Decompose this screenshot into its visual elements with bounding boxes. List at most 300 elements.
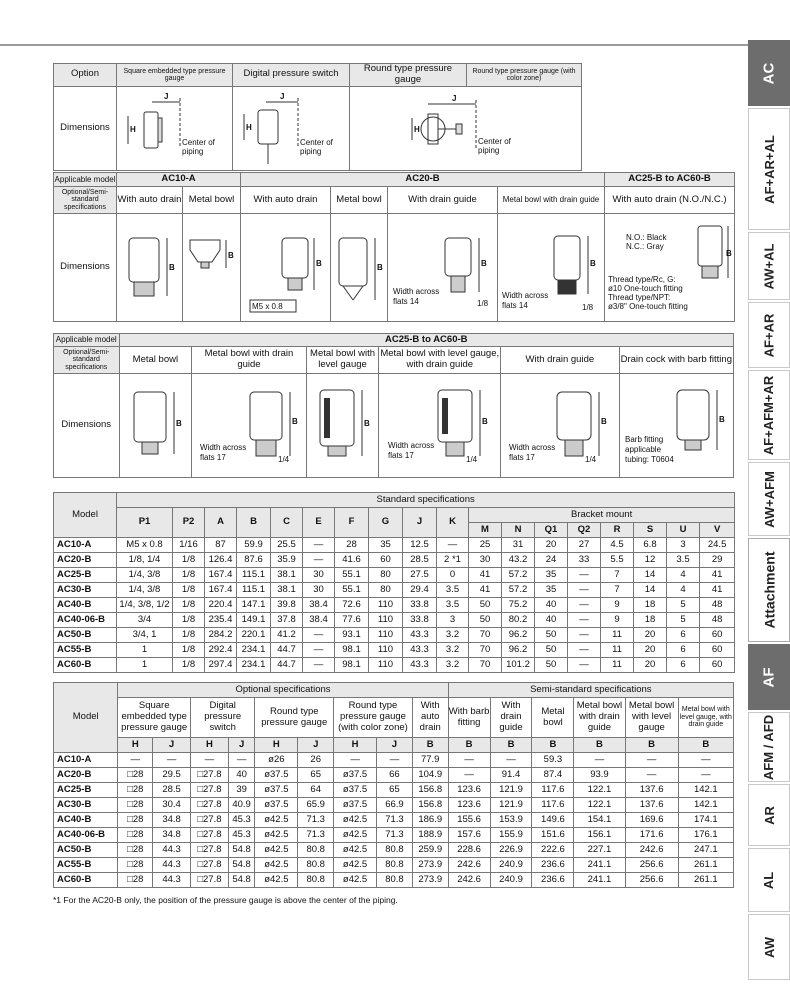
std-cell: 55.1 — [335, 583, 369, 598]
opt-cell: 242.6 — [448, 858, 490, 873]
std-cell: 50 — [535, 628, 568, 643]
std-cell: 101.2 — [502, 658, 535, 673]
std-cell: 149.1 — [237, 613, 271, 628]
opt-cell: ø42.5 — [255, 843, 298, 858]
bracket-col-r: R — [601, 523, 634, 538]
std-cell: 48 — [700, 598, 735, 613]
opt-cell: ø37.5 — [255, 783, 298, 798]
opt-cell: 154.1 — [574, 813, 625, 828]
square-center-label-1: Center of — [181, 138, 215, 148]
opt-row — [54, 828, 734, 843]
opt-cell: 242.6 — [448, 873, 490, 888]
opt-cell: 123.6 — [448, 783, 490, 798]
std-cell: 70 — [469, 628, 502, 643]
std-cell: 1/8 — [173, 553, 205, 568]
col2-metal-bowl-drain-guide: Metal bowl with drain guide — [192, 347, 306, 374]
std-row — [54, 643, 735, 658]
opt-cell: 80.8 — [377, 843, 413, 858]
opt-cell: — — [118, 753, 153, 768]
ac20-metal-bowl-drawing — [331, 214, 388, 322]
opt-sub-header: B — [490, 738, 532, 753]
std-cell: — — [568, 658, 601, 673]
std-cell: 41.6 — [335, 553, 369, 568]
std-cell: 1 — [117, 658, 173, 673]
ac10-auto-drain-drawing — [117, 214, 183, 322]
side-tab-af-ar[interactable]: AF+AR — [748, 302, 790, 368]
std-row-model: AC50-B — [54, 628, 117, 643]
std-cell: 3.5 — [437, 598, 469, 613]
bracket-col-u: U — [667, 523, 700, 538]
std-cell: 1/4, 3/8 — [117, 568, 173, 583]
opt-cell: □28 — [118, 873, 153, 888]
mbdg-quarter-label: 1/4 — [277, 454, 290, 464]
ac20-dg-eighth-label: 1/8 — [476, 298, 488, 308]
opt-cell: 54.8 — [228, 858, 255, 873]
opt-sub-header: H — [334, 738, 377, 753]
opt-cell: — — [678, 753, 733, 768]
opt-sub-header: B — [412, 738, 448, 753]
semi-group-metal-bowl-drain: Metal bowl with drain guide — [574, 698, 625, 738]
std-cell: 11 — [601, 658, 634, 673]
std-cell: 3 — [667, 538, 700, 553]
std-col-k: K — [437, 508, 469, 538]
opt-cell: 104.9 — [412, 768, 448, 783]
opt-cell: — — [153, 753, 191, 768]
dimensions-label-2: Dimensions — [54, 374, 120, 478]
opt-cell: 174.1 — [678, 813, 733, 828]
opt-cell: 64 — [298, 783, 334, 798]
opt-cell: 259.9 — [412, 843, 448, 858]
std-row — [54, 568, 735, 583]
std-col-f: F — [335, 508, 369, 538]
side-tab-af[interactable]: AF — [748, 644, 790, 710]
std-cell: 3.2 — [437, 643, 469, 658]
std-cell: 3/4 — [117, 613, 173, 628]
opt-sub-header: J — [298, 738, 334, 753]
std-cell: — — [568, 568, 601, 583]
no-black-label: N.O.: Black — [625, 232, 666, 242]
std-cell: 41 — [700, 583, 735, 598]
std-cell: 27 — [568, 538, 601, 553]
opt-cell: 142.1 — [678, 798, 733, 813]
opt-cell: 261.1 — [678, 858, 733, 873]
std-cell: 234.1 — [237, 658, 271, 673]
opt-cell: □28 — [118, 858, 153, 873]
ac20-mdg-b-label: B — [590, 258, 596, 268]
opt-cell: 45.3 — [228, 828, 255, 843]
opt-cell: ø26 — [255, 753, 298, 768]
opt-cell: 228.6 — [448, 843, 490, 858]
side-tab-aw-al[interactable]: AW+AL — [748, 232, 790, 300]
std-cell: 44.7 — [271, 658, 303, 673]
thread-fitting-38-label: ø3/8" One-touch fitting — [607, 301, 688, 311]
std-row-model: AC55-B — [54, 643, 117, 658]
std-cell: 29.4 — [403, 583, 437, 598]
std-row-model: AC30-B — [54, 583, 117, 598]
opt-cell: 156.8 — [412, 798, 448, 813]
std-cell: 35.9 — [271, 553, 303, 568]
std-cell: 30 — [303, 583, 335, 598]
opt-model-header: Model — [54, 683, 118, 753]
std-row — [54, 538, 735, 553]
opt-cell: 54.8 — [228, 843, 255, 858]
std-row-model: AC40-B — [54, 598, 117, 613]
std-cell: 33.8 — [403, 598, 437, 613]
std-cell: — — [568, 613, 601, 628]
ac20-dg-b-label: B — [480, 258, 487, 268]
round-center-label-1: Center of — [477, 137, 511, 147]
ac20-mb-b-label: B — [377, 262, 383, 272]
option-dimension-table — [53, 63, 582, 171]
opt-cell: 236.6 — [532, 858, 574, 873]
opt-cell: 122.1 — [574, 783, 625, 798]
side-tab-afm-afd[interactable]: AFM / AFD — [748, 712, 790, 782]
opt-cell: 122.1 — [574, 798, 625, 813]
barb-b-label: B — [719, 414, 726, 424]
std-cell: 39.8 — [271, 598, 303, 613]
opt-cell: 242.6 — [625, 843, 678, 858]
metal-bowl-level-drawing — [306, 374, 379, 478]
digital-j-label: J — [280, 92, 285, 102]
std-cell: 1/16 — [173, 538, 205, 553]
opt-cell: 169.6 — [625, 813, 678, 828]
std-cell: — — [303, 628, 335, 643]
digital-center-label-1: Center of — [300, 138, 333, 148]
std-cell: 50 — [535, 658, 568, 673]
option-col-round-gauge: Round type pressure gauge — [350, 64, 467, 87]
opt-cell: □27.8 — [190, 813, 228, 828]
model-ac10-a: AC10-A — [117, 173, 241, 187]
std-cell: 24 — [535, 553, 568, 568]
opt-cell: 45.3 — [228, 813, 255, 828]
footnote: *1 For the AC20-B only, the position of the pressure gauge is above the center of the piping. — [53, 895, 398, 905]
std-cell: 41 — [469, 568, 502, 583]
model-table-2 — [53, 333, 734, 478]
std-row — [54, 583, 735, 598]
std-cell: 11 — [601, 628, 634, 643]
semi-group-metal-bowl: Metal bowl — [532, 698, 574, 738]
opt-cell: ø42.5 — [334, 813, 377, 828]
opt-cell: ø42.5 — [334, 828, 377, 843]
col-drain-guide: With drain guide — [388, 187, 498, 214]
std-cell: 1/4, 3/8 — [117, 583, 173, 598]
std-cell: 3.2 — [437, 628, 469, 643]
std-cell: 72.6 — [335, 598, 369, 613]
side-tab-aw-afm[interactable]: AW+AFM — [748, 462, 790, 536]
std-cell: 80 — [369, 583, 403, 598]
std-cell: 20 — [634, 628, 667, 643]
side-tab-aw[interactable]: AW — [748, 914, 790, 980]
std-cell: 9 — [601, 598, 634, 613]
std-cell: 14 — [634, 568, 667, 583]
opt-sub-header: J — [228, 738, 255, 753]
square-center-label-2: piping — [181, 147, 203, 157]
opt-cell: 222.6 — [532, 843, 574, 858]
standard-spec-body — [54, 538, 735, 673]
opt-cell: □28 — [118, 768, 153, 783]
std-cell: 43.3 — [403, 658, 437, 673]
std-row — [54, 598, 735, 613]
opt-cell: — — [228, 753, 255, 768]
std-cell: 110 — [369, 613, 403, 628]
opt-cell: 156.1 — [574, 828, 625, 843]
side-tab-ac[interactable]: AC — [748, 40, 790, 106]
barb-label-1: Barb fitting — [625, 434, 664, 444]
std-cell: 60 — [700, 643, 735, 658]
opt-cell: □27.8 — [190, 798, 228, 813]
opt-row-model: AC30-B — [54, 798, 118, 813]
std-cell: 35 — [369, 538, 403, 553]
opt-cell: — — [190, 753, 228, 768]
opt-cell: 227.1 — [574, 843, 625, 858]
opt-sub-header: B — [448, 738, 490, 753]
opt-cell: 121.9 — [490, 783, 532, 798]
std-cell: 28 — [335, 538, 369, 553]
std-row-model: AC25-B — [54, 568, 117, 583]
opt-cell: 137.6 — [625, 783, 678, 798]
std-cell: — — [568, 598, 601, 613]
std-cell: 3.5 — [437, 583, 469, 598]
std-cell: 77.6 — [335, 613, 369, 628]
col2-drain-guide: With drain guide — [501, 347, 620, 374]
std-cell: 3.2 — [437, 658, 469, 673]
opt-cell: 44.3 — [153, 843, 191, 858]
opt-cell: 261.1 — [678, 873, 733, 888]
opt-cell: ø42.5 — [255, 873, 298, 888]
thread-fitting-10-label: ø10 One-touch fitting — [607, 283, 683, 293]
std-cell: — — [303, 538, 335, 553]
opt-cell: — — [574, 753, 625, 768]
opt-row-model: AC60-B — [54, 873, 118, 888]
opt-cell: □27.8 — [190, 828, 228, 843]
ac10-metal-bowl-drawing — [183, 214, 241, 322]
opt-cell: 80.8 — [298, 858, 334, 873]
std-cell: 115.1 — [237, 568, 271, 583]
mbld-width-label: Width across — [387, 440, 434, 450]
std-cell: 3.5 — [667, 553, 700, 568]
std-cell: 80 — [369, 568, 403, 583]
col2-drain-cock-barb: Drain cock with barb fitting — [619, 347, 733, 374]
std-cell: 59.9 — [237, 538, 271, 553]
metal-bowl-level-drain-drawing — [379, 374, 501, 478]
std-cell: 60 — [369, 553, 403, 568]
opt-cell: ø42.5 — [255, 858, 298, 873]
opt-sub-header: B — [678, 738, 733, 753]
std-cell: 50 — [469, 613, 502, 628]
opt-row — [54, 798, 734, 813]
optional-spec-table — [53, 682, 734, 888]
std-cell: 75.2 — [502, 598, 535, 613]
metal-bowl-drawing — [119, 374, 192, 478]
bracket-col-v: V — [700, 523, 735, 538]
mb-b-label: B — [176, 418, 183, 428]
opt-cell: — — [334, 753, 377, 768]
std-cell: 55.1 — [335, 568, 369, 583]
side-tab-af-afm-ar[interactable]: AF+AFM+AR — [748, 370, 790, 460]
std-cell: 1/8 — [173, 613, 205, 628]
opt-group-round-gauge-color: Round type pressure gauge (with color zone) — [334, 698, 413, 738]
std-cell: 3 — [437, 613, 469, 628]
std-cell: 98.1 — [335, 658, 369, 673]
std-cell: 167.4 — [205, 583, 237, 598]
std-cell: 25 — [469, 538, 502, 553]
std-cell: 50 — [469, 598, 502, 613]
opt-cell: 34.8 — [153, 828, 191, 843]
square-gauge-drawing — [117, 86, 233, 170]
dimensions-label-1: Dimensions — [54, 214, 117, 322]
side-tab-strip — [748, 40, 790, 1000]
opt-row-model: AC50-B — [54, 843, 118, 858]
opt-cell: □27.8 — [190, 843, 228, 858]
std-col-b: B — [237, 508, 271, 538]
ac25-auto-drain-nonc-drawing — [605, 214, 735, 322]
semi-group-metal-bowl-level-drain: Metal bowl with level gauge, with drain guide — [678, 698, 733, 738]
std-cell: 57.2 — [502, 568, 535, 583]
opt-cell: 44.3 — [153, 858, 191, 873]
side-tab-af-ar-al[interactable]: AF+AR+AL — [748, 108, 790, 230]
opt-cell: ø37.5 — [255, 798, 298, 813]
opt-cell: □27.8 — [190, 783, 228, 798]
std-cell: 41 — [700, 568, 735, 583]
std-cell: 60 — [700, 628, 735, 643]
opt-group-auto-drain: With auto drain — [412, 698, 448, 738]
opt-cell: 121.9 — [490, 798, 532, 813]
std-cell: 80.2 — [502, 613, 535, 628]
std-cell: 57.2 — [502, 583, 535, 598]
std-cell: 98.1 — [335, 643, 369, 658]
barb-label-2: applicable — [625, 444, 662, 454]
mbld-quarter-label: 1/4 — [465, 454, 477, 464]
mbl-b-label: B — [363, 418, 370, 428]
option-col-round-gauge-color: Round type pressure gauge (with color zone) — [467, 64, 582, 87]
side-tab-al[interactable]: AL — [748, 848, 790, 912]
std-cell: 40 — [535, 598, 568, 613]
opt-cell: 65 — [377, 783, 413, 798]
std-cell: 3/4, 1 — [117, 628, 173, 643]
opt-cell: — — [490, 753, 532, 768]
opt-cell: 59.3 — [532, 753, 574, 768]
opt-cell: 157.6 — [448, 828, 490, 843]
semi-group-metal-bowl-level: Metal bowl with level gauge — [625, 698, 678, 738]
mbld-b-label: B — [481, 416, 488, 426]
opt-cell: 44.3 — [153, 873, 191, 888]
std-cell: 31 — [502, 538, 535, 553]
std-cell: 147.1 — [237, 598, 271, 613]
opt-cell: □28 — [118, 843, 153, 858]
optional-spec-label-2: Optional/Semi-standard specifications — [54, 347, 120, 374]
opt-sub-header: J — [377, 738, 413, 753]
ac20-drain-guide-drawing — [388, 214, 498, 322]
side-tab-ar[interactable]: AR — [748, 784, 790, 846]
opt-cell: — — [448, 753, 490, 768]
col2-metal-bowl-level-drain: Metal bowl with level gauge, with drain guide — [379, 347, 501, 374]
std-cell: 28.5 — [403, 553, 437, 568]
opt-row-model: AC40-06-B — [54, 828, 118, 843]
std-cell: 93.1 — [335, 628, 369, 643]
std-cell: 7 — [601, 568, 634, 583]
std-cell: — — [568, 583, 601, 598]
option-dimensions-label: Dimensions — [54, 86, 117, 170]
std-cell: 43.3 — [403, 628, 437, 643]
opt-sub-header: B — [574, 738, 625, 753]
std-row-model: AC10-A — [54, 538, 117, 553]
opt-cell: 93.9 — [574, 768, 625, 783]
opt-cell: ø42.5 — [255, 828, 298, 843]
std-cell: 38.1 — [271, 583, 303, 598]
option-label: Option — [54, 64, 117, 87]
opt-row — [54, 813, 734, 828]
opt-cell: 65 — [298, 768, 334, 783]
thread-rc-label: Thread type/Rc, G: — [607, 274, 676, 284]
std-cell: 297.4 — [205, 658, 237, 673]
col-auto-drain-1: With auto drain — [117, 187, 183, 214]
opt-cell: 273.9 — [412, 858, 448, 873]
square-h-label: H — [129, 125, 136, 135]
std-cell: — — [303, 643, 335, 658]
ac20-ad-b-label: B — [315, 258, 322, 268]
std-cell: 20 — [535, 538, 568, 553]
opt-cell: 241.1 — [574, 873, 625, 888]
std-cell: 6 — [667, 643, 700, 658]
round-gauge-drawing — [350, 86, 582, 170]
opt-cell: 137.6 — [625, 798, 678, 813]
std-cell: 1/8 — [173, 658, 205, 673]
opt-cell: 77.9 — [412, 753, 448, 768]
opt-sub-header: H — [190, 738, 228, 753]
opt-cell: 26 — [298, 753, 334, 768]
std-cell: 25.5 — [271, 538, 303, 553]
opt-cell: □28 — [118, 798, 153, 813]
opt-cell: ø37.5 — [255, 768, 298, 783]
applicable-model-label: Applicable model — [54, 173, 117, 187]
std-cell: 4 — [667, 583, 700, 598]
ac25-nonc-b-label: B — [725, 248, 732, 258]
bracket-col-q2: Q2 — [568, 523, 601, 538]
std-col-a: A — [205, 508, 237, 538]
opt-cell: 80.8 — [377, 858, 413, 873]
digital-center-label-2: piping — [300, 147, 322, 157]
opt-sub-header: B — [532, 738, 574, 753]
side-tab-attachment[interactable]: Attachment — [748, 538, 790, 642]
opt-group-digital-switch: Digital pressure switch — [190, 698, 254, 738]
std-row-model: AC20-B — [54, 553, 117, 568]
std-cell: 30 — [469, 553, 502, 568]
std-row — [54, 628, 735, 643]
opt-cell: 117.6 — [532, 798, 574, 813]
opt-cell: 155.9 — [490, 828, 532, 843]
ac20-dg-flats-label: flats 14 — [392, 296, 419, 306]
opt-cell: 273.9 — [412, 873, 448, 888]
std-cell: 126.4 — [205, 553, 237, 568]
opt-cell: 28.5 — [153, 783, 191, 798]
drain-guide-drawing — [501, 374, 620, 478]
std-cell: 4.5 — [601, 538, 634, 553]
opt-cell: ø37.5 — [334, 783, 377, 798]
option-col-square-gauge: Square embedded type pressure gauge — [117, 64, 233, 87]
opt-cell: 71.3 — [298, 813, 334, 828]
opt-cell: — — [625, 768, 678, 783]
opt-sub-header: J — [153, 738, 191, 753]
std-cell: 18 — [634, 598, 667, 613]
opt-row-model: AC40-B — [54, 813, 118, 828]
std-col-j: J — [403, 508, 437, 538]
std-cell: 220.1 — [237, 628, 271, 643]
dg-flats-label: flats 17 — [508, 452, 535, 462]
bracket-col-s: S — [634, 523, 667, 538]
std-cell: 27.5 — [403, 568, 437, 583]
semi-spec-header: Semi-standard specifications — [448, 683, 733, 698]
std-col-e: E — [303, 508, 335, 538]
